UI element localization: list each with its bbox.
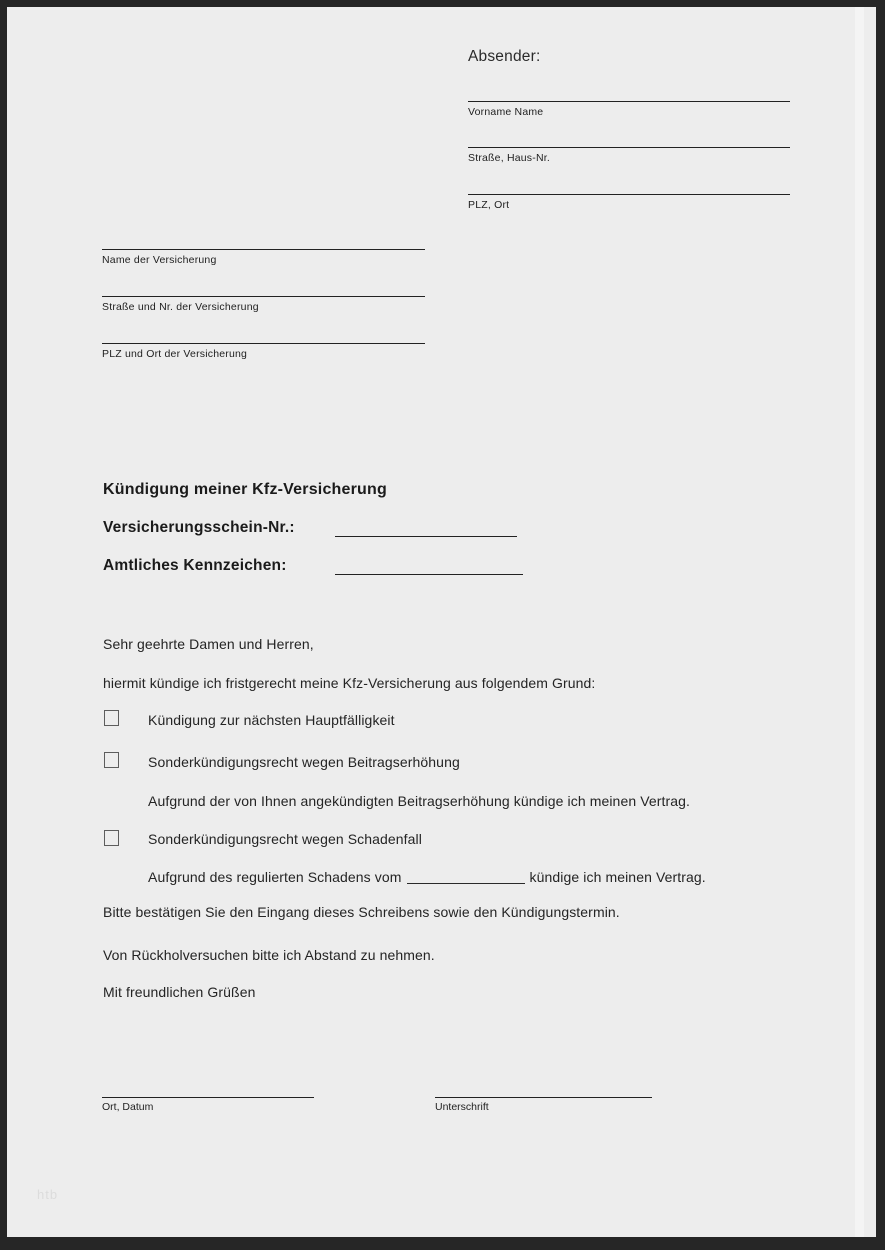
option-claim-event-label: Sonderkündigungsrecht wegen Schadenfall xyxy=(148,831,422,847)
recipient-city-field xyxy=(102,343,425,360)
recipient-city-label: PLZ und Ort der Versicherung xyxy=(102,348,248,360)
checkbox-claim-event[interactable] xyxy=(104,830,119,846)
claim-detail-after: kündige ich meinen Vertrag. xyxy=(529,869,706,885)
sender-city-field xyxy=(468,194,790,211)
license-plate-input-line[interactable] xyxy=(335,574,523,575)
recipient-city-input-line[interactable] xyxy=(102,343,425,344)
sender-city-input-line[interactable] xyxy=(468,194,790,195)
sender-street-field xyxy=(468,147,790,164)
recipient-street-input-line[interactable] xyxy=(102,296,425,297)
recipient-street-field xyxy=(102,296,425,313)
claim-date-input-line[interactable] xyxy=(407,870,525,884)
place-date-field xyxy=(102,1097,314,1113)
sender-city-label: PLZ, Ort xyxy=(468,199,510,211)
recipient-name-input-line[interactable] xyxy=(102,249,425,250)
recipient-name-label: Name der Versicherung xyxy=(102,254,217,266)
sender-name-label: Vorname Name xyxy=(468,106,544,118)
sender-heading: Absender: xyxy=(468,48,541,65)
scan-watermark: htb xyxy=(37,1187,59,1202)
confirm-request: Bitte bestätigen Sie den Eingang dieses Schreibens sowie den Kündigungstermin. xyxy=(103,904,620,920)
place-date-signature-line[interactable] xyxy=(102,1097,314,1098)
no-retention-sentence: Von Rückholversuchen bitte ich Abstand zu nehmen. xyxy=(103,947,435,963)
letter-page xyxy=(7,7,876,1237)
intro-sentence: hiermit kündige ich fristgerecht meine Kfz-Versicherung aus folgendem Grund: xyxy=(103,675,596,691)
checkbox-next-due-date[interactable] xyxy=(104,710,119,726)
option-premium-increase-detail: Aufgrund der von Ihnen angekündigten Beitragserhöhung kündige ich meinen Vertrag. xyxy=(148,793,691,809)
sender-name-field xyxy=(468,101,790,118)
recipient-name-field xyxy=(102,249,425,266)
option-next-due-date-label: Kündigung zur nächsten Hauptfälligkeit xyxy=(148,712,395,728)
option-premium-increase-label: Sonderkündigungsrecht wegen Beitragserhöhung xyxy=(148,754,460,770)
policy-number-label: Versicherungsschein-Nr.: xyxy=(103,519,295,536)
sender-street-label: Straße, Haus-Nr. xyxy=(468,152,550,164)
option-claim-event-detail xyxy=(148,869,706,885)
signature-label: Unterschrift xyxy=(435,1101,489,1113)
sender-name-input-line[interactable] xyxy=(468,101,790,102)
signature-field xyxy=(435,1097,652,1113)
license-plate-label: Amtliches Kennzeichen: xyxy=(103,557,287,574)
signature-line[interactable] xyxy=(435,1097,652,1098)
salutation: Sehr geehrte Damen und Herren, xyxy=(103,636,314,652)
policy-number-input-line[interactable] xyxy=(335,536,517,537)
subject-title: Kündigung meiner Kfz-Versicherung xyxy=(103,481,387,498)
checkbox-premium-increase[interactable] xyxy=(104,752,119,768)
claim-detail-before: Aufgrund des regulierten Schadens vom xyxy=(148,869,402,885)
sender-street-input-line[interactable] xyxy=(468,147,790,148)
recipient-street-label: Straße und Nr. der Versicherung xyxy=(102,301,259,313)
place-date-label: Ort, Datum xyxy=(102,1101,154,1113)
page-edge-highlight xyxy=(855,7,864,1237)
closing: Mit freundlichen Grüßen xyxy=(103,984,256,1000)
